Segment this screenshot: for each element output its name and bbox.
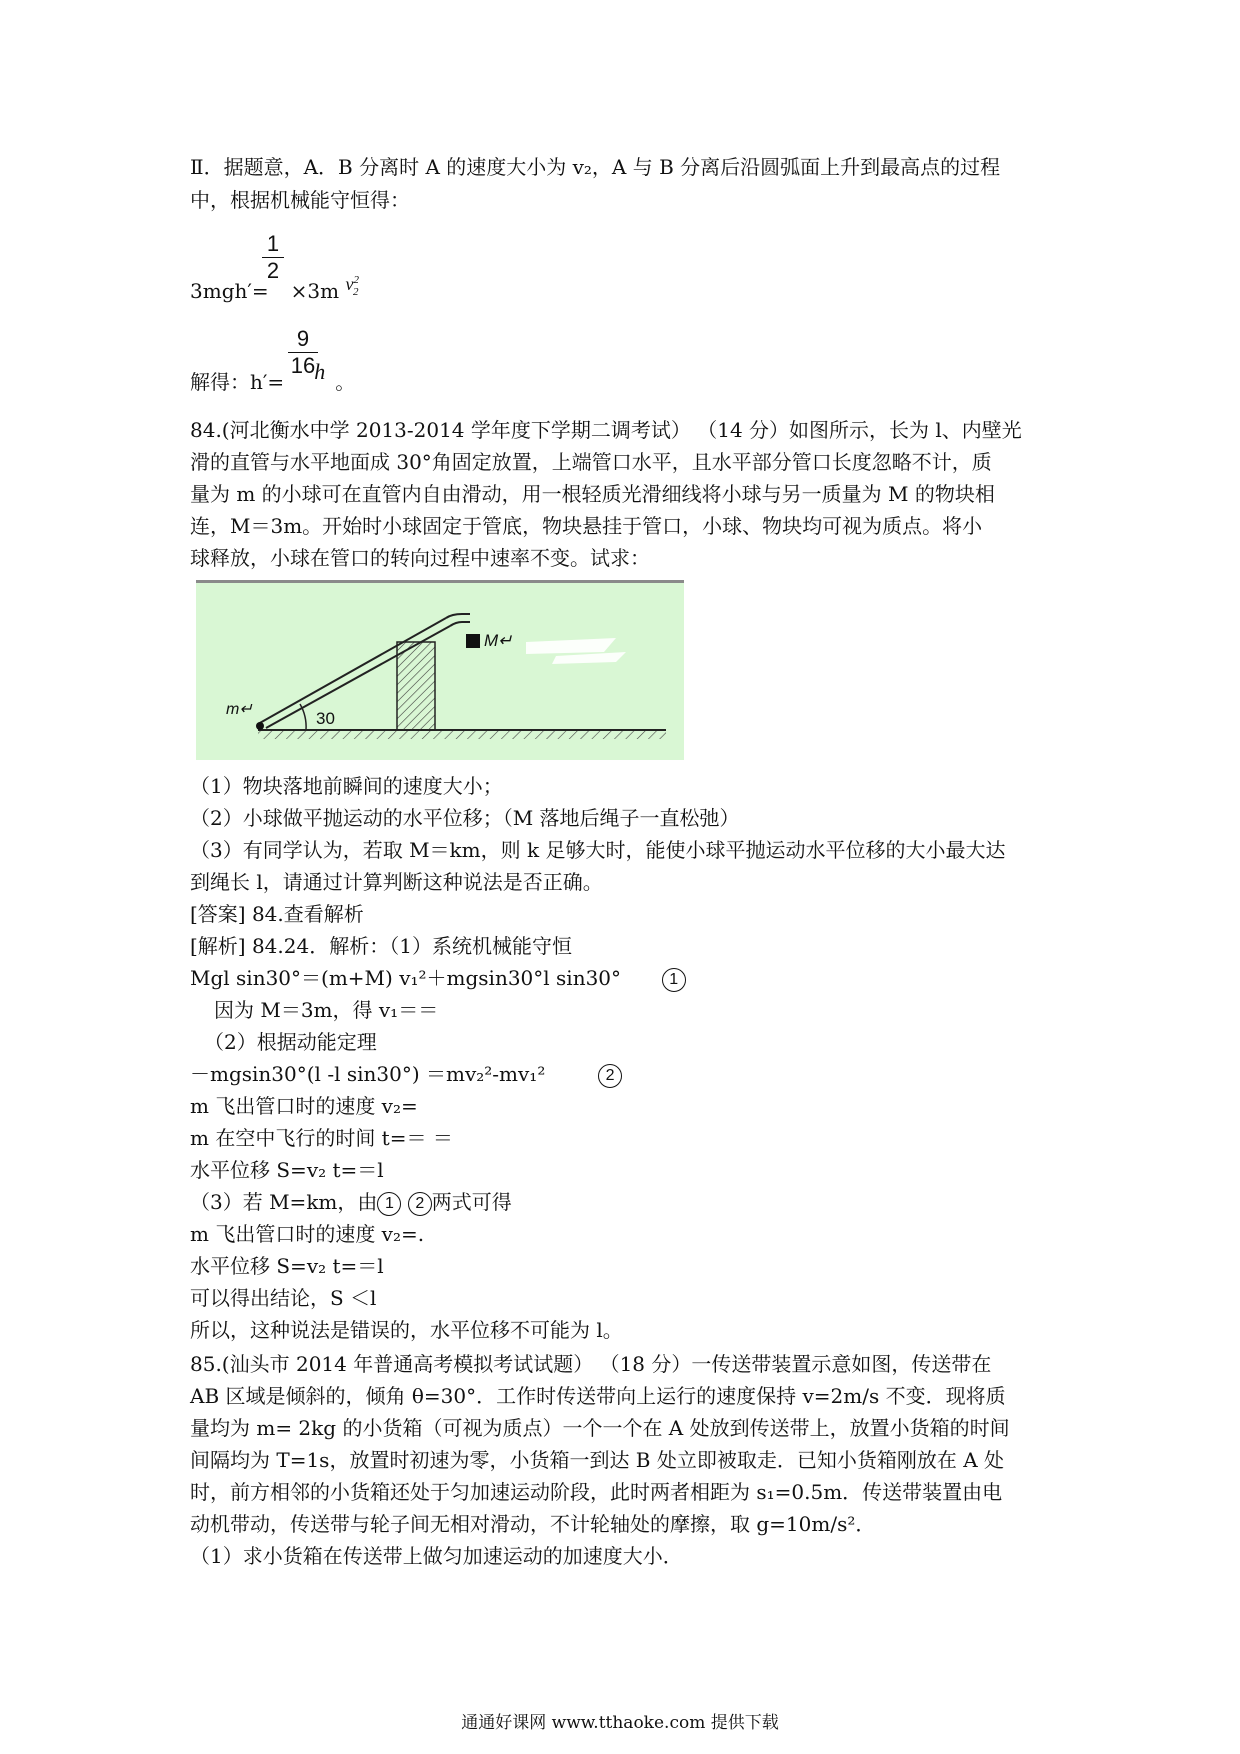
equation-energy-right: ×3m bbox=[290, 279, 340, 303]
q84-eq-k: 可以得出结论，S ＜l bbox=[190, 1286, 377, 1310]
circled-mark-1-ref: 1 bbox=[377, 1192, 401, 1216]
q84-eq-g: 水平位移 S=v₂ t=＝l bbox=[190, 1158, 384, 1182]
q85-line3: 量均为 m= 2kg 的小货箱（可视为质点）一个一个在 A 处放到传送带上，放置小货箱的时间 bbox=[190, 1416, 1010, 1440]
equation-energy-left: 3mgh′= bbox=[190, 279, 269, 303]
q84-sub2: （2）小球做平抛运动的水平位移；（M 落地后绳子一直松弛） bbox=[190, 806, 740, 830]
incline-tube-figure bbox=[196, 580, 684, 760]
q84-line2: 滑的直管与水平地面成 30°角固定放置，上端管口水平，且水平部分管口长度忽略不计，质 bbox=[190, 450, 992, 474]
q84-answer: [答案] 84.查看解析 bbox=[190, 902, 364, 926]
q84-eq-a bbox=[190, 964, 686, 992]
q84-eq-d-text: －mgsin30°(l -l sin30°) ＝mv₂²-mv₁² bbox=[190, 1062, 546, 1086]
q84-line4: 连，M＝3m。开始时小球固定于管底，物块悬挂于管口，小球、物块均可视为质点。将小 bbox=[190, 514, 983, 538]
q84-line3: 量为 m 的小球可在直管内自由滑动，用一根轻质光滑细线将小球与另一质量为 M 的物块相 bbox=[190, 482, 995, 506]
circled-mark-2-ref: 2 bbox=[408, 1192, 432, 1216]
q84-eq-b: 因为 M＝3m，得 v₁＝＝ bbox=[214, 998, 439, 1022]
equation-energy-var: $v^2_2$ bbox=[345, 274, 359, 298]
q84-eq-c: （2）根据动能定理 bbox=[204, 1030, 377, 1054]
q85-sub1: （1）求小货箱在传送带上做匀加速运动的加速度大小． bbox=[190, 1544, 683, 1568]
equation-result-left: 解得：h′= bbox=[190, 370, 285, 394]
section2-line2: 中，根据机械能守恒得： bbox=[190, 188, 410, 212]
section2-line1: Ⅱ．据题意，A．B 分离时 A 的速度大小为 v₂，A 与 B 分离后沿圆弧面上升到最高点的过程 bbox=[190, 155, 1001, 179]
q84-eq-i: m 飞出管口时的速度 v₂=. bbox=[190, 1222, 425, 1246]
q84-eq-a-text: Mgl sin30°＝(m+M) v₁²＋mgsin30°l sin30° bbox=[190, 966, 622, 990]
page-footer: 通通好课网 www.tthaoke.com 提供下载 bbox=[461, 1713, 779, 1733]
figure-label-angle: 30 bbox=[316, 709, 335, 728]
figure-label-m: m↵ bbox=[226, 701, 253, 718]
circled-mark-1: 1 bbox=[662, 968, 686, 992]
q84-eq-h-post: 两式可得 bbox=[431, 1190, 512, 1214]
q84-line5: 球释放，小球在管口的转向过程中速率不变。试求： bbox=[190, 546, 650, 570]
equation-energy-fraction: 1 2 bbox=[262, 232, 284, 283]
equation-result-fraction: 9 16 bbox=[288, 327, 318, 378]
q84-line1: 84.(河北衡水中学 2013-2014 学年度下学期二调考试） （14 分）如图所示，长为 l、内壁光 bbox=[190, 418, 1022, 442]
figure-label-M: M↵ bbox=[484, 631, 513, 650]
q84-eq-l: 所以，这种说法是错误的，水平位移不可能为 l。 bbox=[190, 1318, 623, 1342]
q85-line5: 时，前方相邻的小货箱还处于匀加速运动阶段，此时两者相距为 s₁=0.5m．传送带装置由电 bbox=[190, 1480, 1003, 1504]
equation-result bbox=[190, 359, 356, 396]
equation-result-var: h bbox=[314, 359, 326, 384]
q84-eq-e: m 飞出管口时的速度 v₂= bbox=[190, 1094, 418, 1118]
q84-sub1: （1）物块落地前瞬间的速度大小； bbox=[190, 774, 503, 798]
q84-eq-j: 水平位移 S=v₂ t=＝l bbox=[190, 1254, 384, 1278]
q84-eq-f: m 在空中飞行的时间 t=＝ ＝ bbox=[190, 1126, 453, 1150]
q84-eq-h bbox=[190, 1188, 512, 1216]
equation-result-end: 。 bbox=[335, 370, 356, 394]
q85-line1: 85.(汕头市 2014 年普通高考模拟考试试题） （18 分）一传送带装置示意如图，传送带在 bbox=[190, 1352, 992, 1376]
q84-sub3-line1: （3）有同学认为，若取 M＝km，则 k 足够大时，能使小球平抛运动水平位移的大小最大达 bbox=[190, 838, 1006, 862]
q85-line2: AB 区域是倾斜的，倾角 θ=30°．工作时传送带向上运行的速度保持 v=2m/s 不变．现将质 bbox=[190, 1384, 1006, 1408]
q85-line6: 动机带动，传送带与轮子间无相对滑动，不计轮轴处的摩擦，取 g=10m/s²． bbox=[190, 1512, 876, 1536]
q84-analysis: [解析] 84.24．解析：（1）系统机械能守恒 bbox=[190, 934, 572, 958]
q84-eq-h-pre: （3）若 M=km，由 bbox=[190, 1190, 378, 1214]
q84-sub3-line2: 到绳长 l，请通过计算判断这种说法是否正确。 bbox=[190, 870, 603, 894]
circled-mark-2: 2 bbox=[598, 1064, 622, 1088]
q84-eq-d bbox=[190, 1060, 622, 1088]
q85-line4: 间隔均为 T=1s，放置时初速为零，小货箱一到达 B 处立即被取走．已知小货箱刚放在 A 处 bbox=[190, 1448, 1005, 1472]
